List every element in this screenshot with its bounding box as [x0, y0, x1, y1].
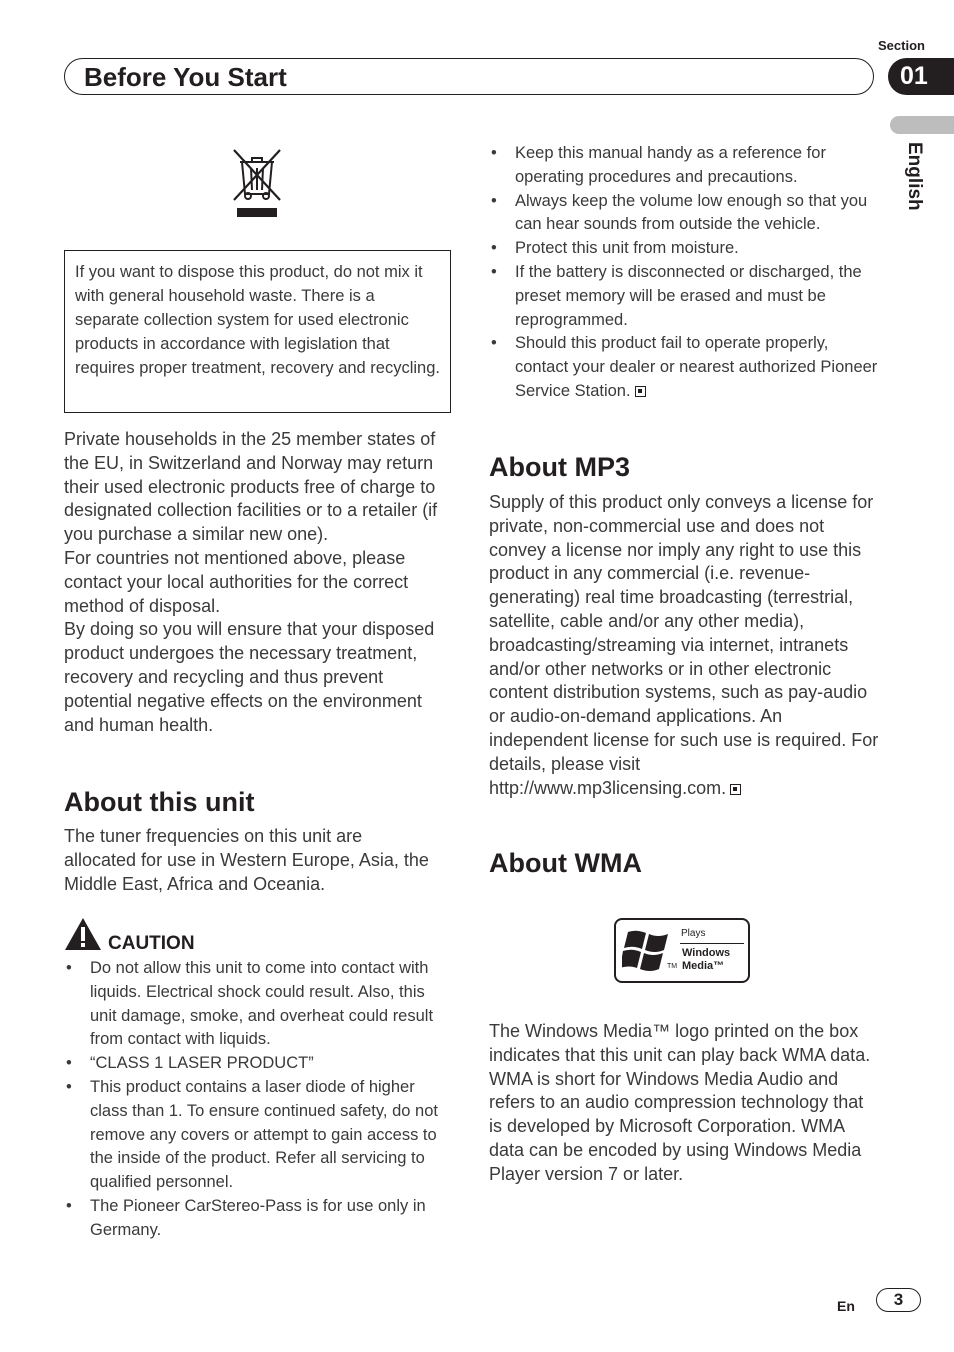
about-unit-section: [64, 786, 454, 818]
logo-divider: [680, 943, 744, 944]
tip-item: • If the battery is disconnected or discharged, the preset memory will be erased and must be reprogrammed.: [491, 262, 862, 329]
end-of-section-icon: [635, 386, 646, 397]
tip-item-text: Always keep the volume low enough so that you can hear sounds from outside the vehicle.: [515, 191, 868, 234]
about-mp3-section: [489, 451, 881, 483]
tip-item: • Always keep the volume low enough so that you can hear sounds from outside the vehicle.: [491, 191, 868, 234]
tip-item-text: Should this product fail to operate properly, contact your dealer or nearest authorized Pioneer Service Station.: [515, 334, 878, 400]
logo-media: Media™: [682, 960, 725, 972]
warning-triangle-icon: [64, 916, 102, 957]
caution-item-text: Do not allow this unit to come into contact with liquids. Electrical shock could result. Also, this unit damage, smoke, and overheat could result from contact with liquids.: [90, 959, 434, 1049]
about-mp3-text: [489, 491, 881, 800]
tip-item-text: Keep this manual handy as a reference for operating procedures and precautions.: [515, 144, 826, 186]
caution-item: • The Pioneer CarStereo-Pass is for use only in Germany.: [66, 1196, 426, 1239]
disposal-paragraph-2: For countries not mentioned above, please contact your local authorities for the correct method of disposal.: [64, 547, 409, 616]
footer-language-code: En: [837, 1298, 855, 1314]
about-wma-paragraph-1: The Windows Media™ logo printed on the box indicates that this unit can play back WMA data.: [489, 1021, 871, 1065]
disposal-paragraph-1: Private households in the 25 member states of the EU, in Switzerland and Norway may return their used electronic products free of charge to designated collection facilities or to a retailer (if you purchase a similar new one).: [64, 429, 438, 545]
about-wma-paragraph-2: WMA is short for Windows Media Audio and refers to an audio compression technology that is developed by Microsoft Corporation. WMA data can be encoded by using Windows Media Player version 7 or later.: [489, 1068, 864, 1184]
about-unit-heading: About this unit: [64, 787, 255, 817]
disposal-paragraphs: [64, 428, 454, 737]
caution-item-text: The Pioneer CarStereo-Pass is for use only in Germany.: [90, 1196, 426, 1239]
disposal-notice-box: If you want to dispose this product, do not mix it with general household waste. There is a separate collection system for used electronic products in accordance with legislation that requires proper treatment, recovery and recycling.: [64, 250, 451, 413]
tip-item-text: Protect this unit from moisture.: [515, 239, 739, 258]
logo-plays: Plays: [681, 928, 706, 939]
page-number: 3: [876, 1288, 921, 1312]
caution-list: [64, 957, 448, 1243]
windows-media-logo: [614, 918, 750, 983]
caution-item: • “CLASS 1 LASER PRODUCT”: [66, 1054, 314, 1073]
tip-item: • Keep this manual handy as a reference for operating procedures and precautions.: [491, 144, 826, 186]
section-label: Section: [878, 38, 925, 53]
caution-item-text: “CLASS 1 LASER PRODUCT”: [90, 1054, 314, 1073]
about-mp3-heading: About MP3: [489, 452, 630, 482]
language-label-text: English: [904, 142, 925, 211]
logo-tm: TM: [667, 963, 678, 970]
tips-list: [489, 142, 879, 404]
language-label: [895, 142, 925, 222]
tip-item: • Protect this unit from moisture.: [491, 239, 739, 258]
about-mp3-body: Supply of this product only conveys a license for private, non-commercial use and does not convey a license nor imply any right to use this product in any commercial (i.e. revenue-generating) real time broadcasting (terrestrial, satellite, cable and/or any other media), broadcasting/streaming via internet, intranets and/or other networks or in other electronic content distribution systems, such as pay-audio or audio-on-demand applications. An independent license for such use is required. For details, please visit: [489, 492, 879, 774]
end-of-section-icon: [730, 784, 741, 795]
about-wma-section: [489, 847, 881, 879]
caution-label: CAUTION: [108, 933, 195, 954]
crossed-out-bin-icon: [228, 146, 286, 222]
about-unit-text: The tuner frequencies on this unit are allocated for use in Western Europe, Asia, the Middle East, Africa and Oceania.: [64, 826, 429, 894]
about-wma-text: [489, 1020, 881, 1187]
mp3-licensing-url: http://www.mp3licensing.com.: [489, 777, 727, 798]
language-tab: [890, 116, 954, 134]
caution-item: • Do not allow this unit to come into contact with liquids. Electrical shock could result. Also, this unit damage, smoke, and overheat could result from contact with liquids.: [66, 959, 434, 1049]
tip-item: • Should this product fail to operate properly, contact your dealer or nearest authorized Pioneer Service Station.: [491, 334, 878, 400]
logo-windows: Windows: [682, 947, 731, 959]
caution-item: • This product contains a laser diode of higher class than 1. To ensure continued safety, do not remove any covers or attempt to gain access to the inside of the product. Refer all servicing to qualified personnel.: [66, 1077, 438, 1192]
about-wma-heading: About WMA: [489, 848, 642, 878]
caution-item-text: This product contains a laser diode of higher class than 1. To ensure continued safety, do not remove any covers or attempt to gain access to the inside of the product. Refer all servicing to qualified personnel.: [90, 1077, 438, 1192]
disposal-paragraph-3: By doing so you will ensure that your disposed product undergoes the necessary treatment, recovery and recycling and thus prevent potential negative effects on the environment and human health.: [64, 619, 435, 735]
page-title: Before You Start: [84, 62, 287, 92]
tip-item-text: If the battery is disconnected or discharged, the preset memory will be erased and must be reprogrammed.: [515, 262, 862, 329]
section-number-tab: 01: [888, 58, 954, 95]
